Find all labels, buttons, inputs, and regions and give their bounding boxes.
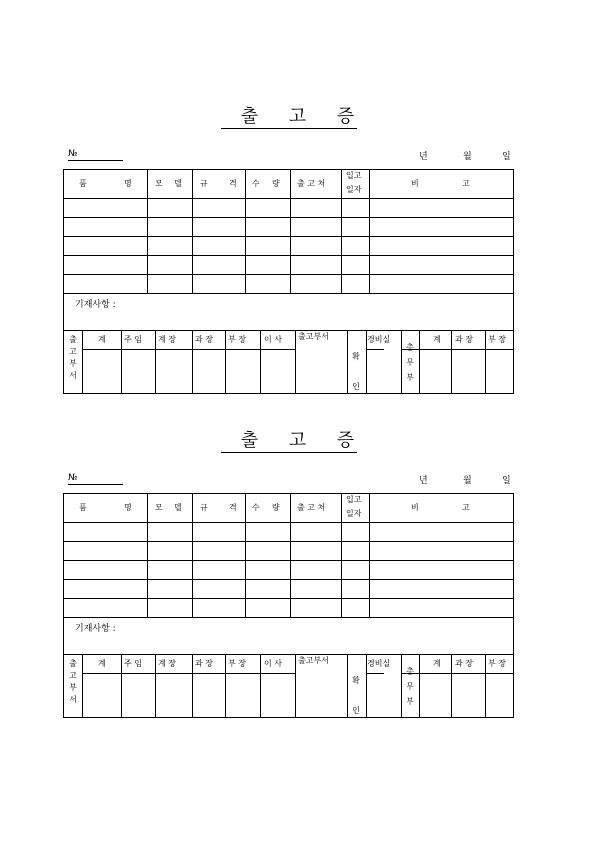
notes-label: 기재사항 : [75,300,116,310]
approval-chulgo-buseo: 출고부서 [298,656,329,665]
approval-chulgo-buseo: 출고부서 [298,332,329,341]
col-header-mo: 모 [155,179,163,188]
col-header-gyeok: 격 [229,503,237,512]
approval-isa: 이 사 [264,659,282,668]
col-header-ilja: 일자 [346,185,362,194]
dept-vertical-label: 출고부서 [69,659,77,704]
title-char: 고 [288,106,307,127]
approval-juim: 주 임 [124,659,142,668]
approval-gyeongbisil: 경비실 [367,659,391,668]
col-header-myeong: 명 [124,503,132,512]
col-header-go: 고 [462,179,470,188]
approval-gyejang: 계 장 [158,335,176,344]
approval-gye2: 계 [433,659,441,668]
col-header-ilja: 일자 [346,509,362,518]
approval-gwajang2: 과 장 [455,659,473,668]
approval-hwakin: 확인 [352,676,360,715]
col-header-bi: 비 [411,179,419,188]
release-slip-form-2 [0,426,595,726]
approval-gyejang: 계 장 [158,659,176,668]
col-header-mo: 모 [155,503,163,512]
col-header-gyu: 규 [200,503,208,512]
col-header-bi: 비 [411,503,419,512]
col-header-ryang: 량 [272,179,280,188]
date-year-label: 년 [419,152,428,162]
approval-hwakin: 확인 [352,352,360,391]
approval-gye2: 계 [433,335,441,344]
col-header-del: 델 [174,503,182,512]
date-day-label: 일 [502,476,511,486]
col-header-su: 수 [252,179,260,188]
dept-vertical-label: 출고부서 [69,335,77,380]
col-header-pum: 품 [79,179,87,188]
approval-chongmubu: 총무부 [406,667,414,706]
date-month-label: 월 [463,152,472,162]
approval-gwajang: 과 장 [195,659,213,668]
col-header-ryang: 량 [272,503,280,512]
col-header-gyu: 규 [200,179,208,188]
approval-bujang2: 부 장 [488,335,506,344]
title-char: 출 [240,106,259,127]
release-slip-form-1 [0,102,595,402]
col-header-myeong: 명 [124,179,132,188]
title-char: 증 [336,430,355,451]
col-header-pum: 품 [79,503,87,512]
release-table [63,493,514,718]
col-header-su: 수 [252,503,260,512]
title-char: 출 [240,430,259,451]
title-char: 고 [288,430,307,451]
date-year-label: 년 [419,476,428,486]
approval-juim: 주 임 [124,335,142,344]
notes-label: 기재사항 : [75,624,116,634]
approval-chongmubu: 총무부 [406,343,414,382]
date-month-label: 월 [463,476,472,486]
approval-gye: 계 [98,335,106,344]
title-underline [221,452,357,453]
col-header-ipgo: 입고 [346,171,362,180]
approval-bujang: 부 장 [228,335,246,344]
col-header-chulgocheo: 출 고 처 [297,503,326,512]
approval-gwajang2: 과 장 [455,335,473,344]
col-header-gyeok: 격 [229,179,237,188]
title-underline [221,128,357,129]
number-field[interactable]: № [68,149,123,161]
approval-gyeongbisil: 경비실 [367,335,391,344]
date-day-label: 일 [502,152,511,162]
approval-gwajang: 과 장 [195,335,213,344]
approval-bujang2: 부 장 [488,659,506,668]
form-title [0,102,595,128]
col-header-chulgocheo: 출 고 처 [297,179,326,188]
form-title [0,426,595,452]
approval-isa: 이 사 [264,335,282,344]
number-field[interactable]: № [68,473,123,485]
col-header-go: 고 [462,503,470,512]
col-header-ipgo: 입고 [346,495,362,504]
approval-bujang: 부 장 [228,659,246,668]
approval-gye: 계 [98,659,106,668]
release-table [63,169,514,394]
col-header-del: 델 [174,179,182,188]
title-char: 증 [336,106,355,127]
